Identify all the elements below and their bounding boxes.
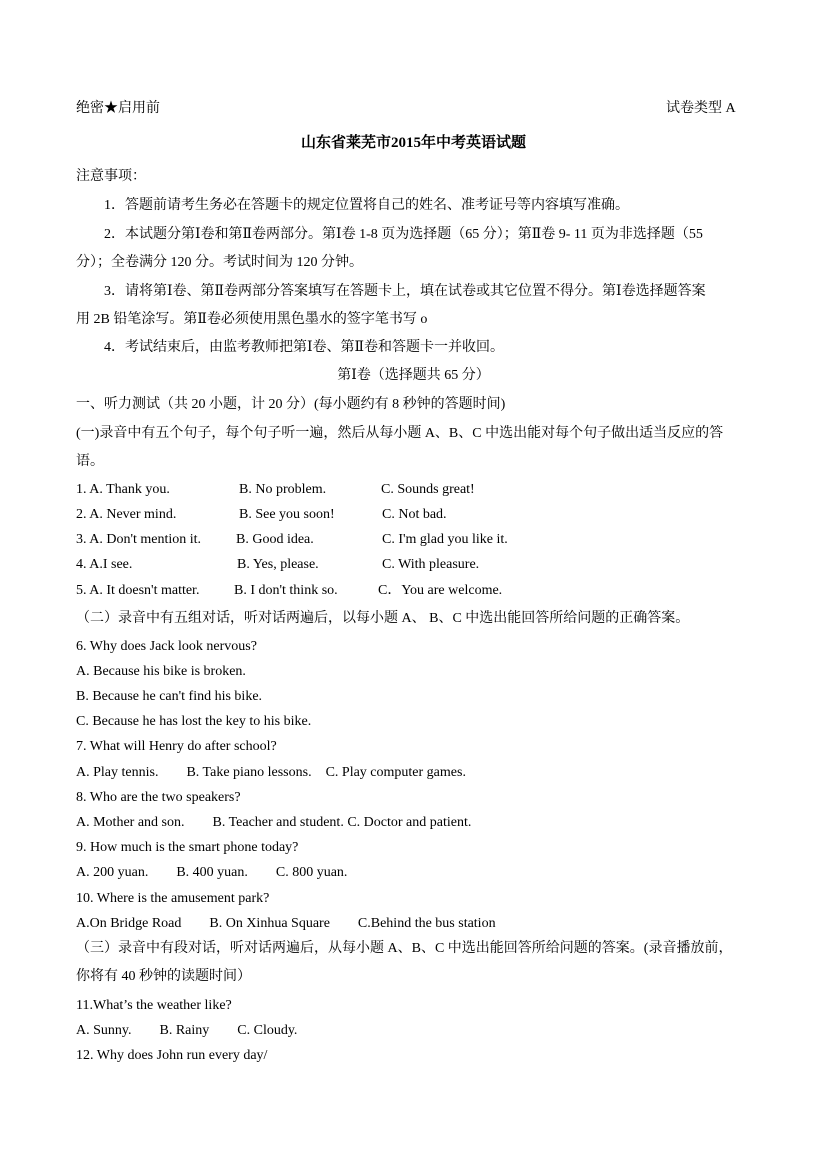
q6-option-a: A. Because his bike is broken. <box>76 664 246 679</box>
q1-option-c: C. Sounds great! <box>381 482 475 497</box>
section1-title: 一、听力测试（共 20 小题，计 20 分）(每小题约有 8 秒钟的答题时间) <box>76 397 506 412</box>
q7-question: 7. What will Henry do after school? <box>76 739 277 754</box>
q4-option-c: C. With pleasure. <box>382 557 480 572</box>
note-2-line1: 2．本试题分第Ⅰ卷和第Ⅱ卷两部分。第Ⅰ卷 1-8 页为选择题（65 分）；第Ⅱ卷 9- 11 页为非选择题（55 <box>104 227 703 242</box>
notes-heading: 注意事项： <box>76 169 146 184</box>
note-3-line1: 3．请将第Ⅰ卷、第Ⅱ卷两部分答案填写在答题卡上，填在试卷或其它位置不得分。第Ⅰ卷选择题答案 <box>104 284 706 299</box>
section1-sub2: （二）录音中有五组对话，听对话两遍后，以每小题 A、 B、C 中选出能回答所给问题的正确答案。 <box>76 611 690 626</box>
q11-question: 11.What’s the weather like? <box>76 998 232 1013</box>
q3-option-c: C. I'm glad you like it. <box>382 532 508 547</box>
q2-option-c: C. Not bad. <box>382 507 447 522</box>
exam-title: 山东省莱芜市2015年中考英语试题 <box>300 135 526 151</box>
note-1: 1．答题前请考生务必在答题卡的规定位置将自己的姓名、准考证号等内容填写准确。 <box>104 198 629 213</box>
q2-option-a: 2. A. Never mind. <box>76 507 177 522</box>
confidential-label: 绝密★启用前 <box>76 101 160 116</box>
q6-option-b: B. Because he can't find his bike. <box>76 689 263 704</box>
q3-option-a: 3. A. Don't mention it. <box>76 532 202 547</box>
q9-question: 9. How much is the smart phone today? <box>76 840 299 855</box>
note-4: 4．考试结束后，由监考教师把第Ⅰ卷、第Ⅱ卷和答题卡一并收回。 <box>104 340 505 355</box>
section1-sub1-line2: 语。 <box>76 454 104 469</box>
q9-options: A. 200 yuan. B. 400 yuan. C. 800 yuan. <box>76 865 348 880</box>
section1-sub1-line1: (一)录音中有五个句子，每个句子听一遍，然后从每小题 A、B、C 中选出能对每个句子做出适当反应的答 <box>76 426 724 441</box>
q6-question: 6. Why does Jack look nervous? <box>76 639 257 654</box>
note-2-line2: 分）；全卷满分 120 分。考试时间为 120 分钟。 <box>76 255 363 270</box>
q12-question: 12. Why does John run every day/ <box>76 1048 268 1063</box>
q5-option-c: C．You are welcome. <box>378 583 503 598</box>
q6-option-c: C. Because he has lost the key to his bike. <box>76 714 312 729</box>
q4-option-b: B. Yes, please. <box>237 557 319 572</box>
q3-option-b: B. Good idea. <box>236 532 314 547</box>
q4-option-a: 4. A.I see. <box>76 557 133 572</box>
q7-options: A. Play tennis. B. Take piano lessons. C. Play computer games. <box>76 765 466 780</box>
q5-option-b: B. I don't think so. <box>234 583 338 598</box>
note-3-line2: 用 2B 铅笔涂写。第Ⅱ卷必须使用黑色墨水的签字笔书写 o <box>76 312 428 327</box>
q5-option-a: 5. A. It doesn't matter. <box>76 583 200 598</box>
section1-sub3-line2: 你将有 40 秒钟的读题时间） <box>76 969 251 984</box>
q1-option-b: B. No problem. <box>239 482 327 497</box>
q2-option-b: B. See you soon! <box>239 507 335 522</box>
q10-question: 10. Where is the amusement park? <box>76 891 270 906</box>
section1-sub3-line1: （三）录音中有段对话，听对话两遍后，从每小题 A、B、C 中选出能回答所给问题的答案。(录音播放前， <box>76 941 733 956</box>
q8-question: 8. Who are the two speakers? <box>76 790 241 805</box>
q1-option-a: 1. A. Thank you. <box>76 482 170 497</box>
part1-title: 第Ⅰ卷（选择题共 65 分） <box>337 368 490 383</box>
q11-options: A. Sunny. B. Rainy C. Cloudy. <box>76 1023 298 1038</box>
q8-options: A. Mother and son. B. Teacher and student. C. Doctor and patient. <box>76 815 472 830</box>
q10-options: A.On Bridge Road B. On Xinhua Square C.Behind the bus station <box>76 916 496 931</box>
paper-type-label: 试卷类型 A <box>666 101 736 116</box>
